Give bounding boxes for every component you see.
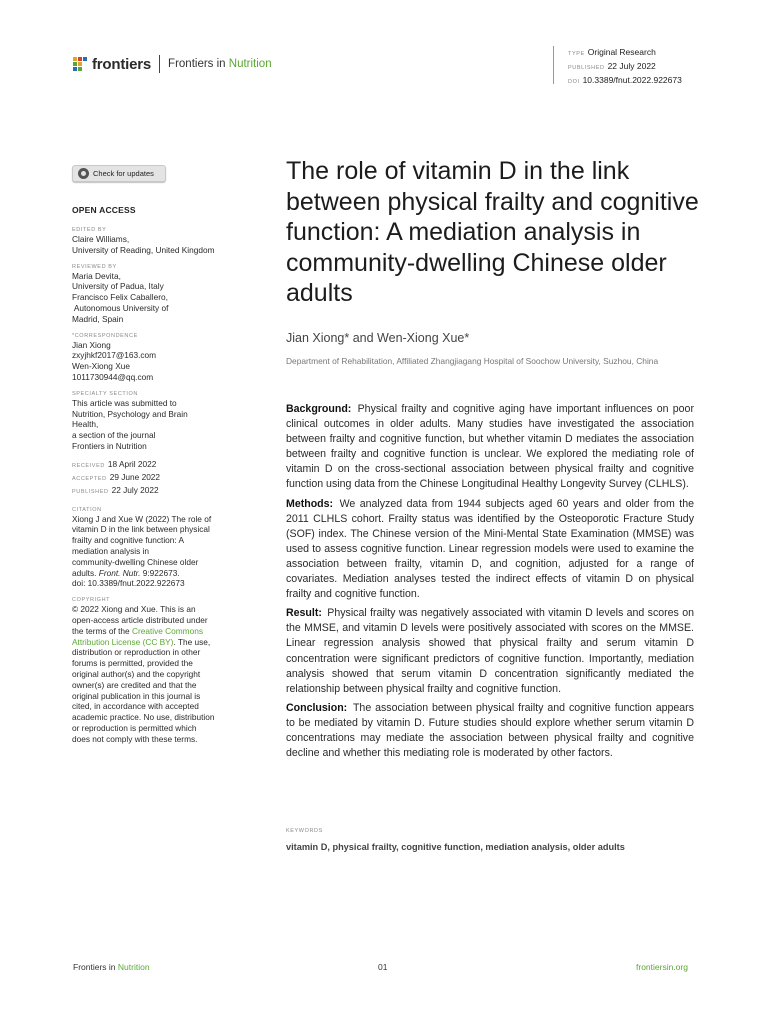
abstract-methods: Methods: We analyzed data from 1944 subjects aged 60 years and older from the 2011 CLHLS cohort. Frailty status was identified by the Osteoporotic Fracture Study (SOF) index. The Chinese version of the Mini-Mental State Examination (MMSE) was used to assess cognitive function. Linear regression models were used to examine the association between frailty, vitamin D, and cognition, adjusted for a range of covariates. Mediation analyses tested the indirect effects of vitamin D on physical frailty and cognitive function. [286,497,694,601]
article-meta [553,46,682,84]
page-number: 01 [378,962,388,972]
footer-journal: Frontiers in Nutrition [73,962,150,972]
abstract [286,402,694,765]
copyright-section: COPYRIGHT © 2022 Xiong and Xue. This is an open-access article distributed under the terms of the Creative Commons Attribution License (CC BY). The use, distribution or reproduction in other forums is permitted, provided the original author(s) and the copyright owner(s) are credited and that the original publication in this journal is cited, in accordance with accepted academic practice. No use, distribution or reproduction is permitted which does not comply with these terms. [72,597,215,744]
citation-doi[interactable]: doi: 10.3389/fnut.2022.922673 [72,578,185,589]
cc-license-link[interactable]: Attribution License (CC BY) [72,636,174,647]
received-date: RECEIVED 18 April 2022 [72,458,157,469]
author-affiliation: Department of Rehabilitation, Affiliated Zhangjiagang Hospital of Soochow University, Suzhou, China [286,356,659,366]
journal-logo[interactable] [72,54,272,74]
citation-section: CITATION Xiong J and Xue W (2022) The role of vitamin D in the link between physical frailty and cognitive function: A mediation analysis in community-dwelling Chinese older adults. Front. Nutr. 9:922673. doi: 10.3389/fnut.2022.922673 [72,506,236,590]
meta-type: TYPE Original Research [568,47,656,57]
correspondence-section: *CORRESPONDENCE Jian Xiong zxyjhkf2017@163.com Wen-Xiong Xue 1011730944@qq.com [72,332,236,383]
edited-by-section: EDITED BY Claire Williams, University of Reading, United Kingdom [72,227,215,255]
abstract-background: Background: Physical frailty and cognitive aging have important influences on poor clinical outcomes in older adults. Many studies have investigated the association between frailty and cognitive function, but whether vitamin D mediates the association between frailty and cognitive function is unclear. We explored the mediating role of vitamin D on the cross-sectional association between physical frailty and cognitive function using data from the Chinese Longitudinal Healthy Longevity Survey (CLHLS). [286,403,694,491]
article-title: The role of vitamin D in the link between physical frailty and cognitive function: A mediation analysis in community-dwelling Chinese older adults [286,157,699,307]
email-link[interactable]: 1011730944@qq.com [72,371,154,382]
email-link[interactable]: zxyjhkf2017@163.com [72,350,157,361]
specialty-section: SPECIALTY SECTION This article was submitted to Nutrition, Psychology and Brain Health, a section of the journal Frontiers in Nutrition [72,390,188,451]
check-updates-label: Check for updates [93,169,154,178]
cc-license-link[interactable]: Creative Commons [131,625,203,636]
meta-doi[interactable]: DOI 10.3389/fnut.2022.922673 [568,75,682,85]
footer-site-link[interactable]: frontiersin.org [636,962,688,972]
brand-wordmark: frontiers [92,55,152,73]
header-divider [159,55,160,73]
dates-section [72,459,236,499]
reviewed-by-section: REVIEWED BY Maria Devita, University of Padua, Italy Francisco Felix Caballero, Autonomous University of Madrid, Spain [72,263,169,324]
check-for-updates-button[interactable] [72,165,166,182]
keywords-label: KEYWORDS [286,828,323,834]
meta-published: PUBLISHED 22 July 2022 [568,61,656,71]
frontiers-logo-icon [72,56,88,72]
check-updates-icon [78,168,89,179]
published-date: PUBLISHED 22 July 2022 [72,485,159,496]
article-authors[interactable]: Jian Xiong* and Wen-Xiong Xue* [286,331,470,345]
abstract-result: Result: Physical frailty was negatively associated with vitamin D levels and scores on the MMSE, and vitamin D levels were positively associated with scores on the MMSE. Linear regression analysis showed that physical frailty and serum vitamin D concentration were significant predictors of cognitive function. Importantly, mediation analysis showed that serum vitamin D concentration significantly mediated the relationship between physical frailty and cognitive function. [286,607,694,695]
journal-name: Frontiers in Nutrition [168,58,272,70]
article-info-sidebar [72,205,236,752]
open-access-label: OPEN ACCESS [72,205,136,215]
abstract-conclusion: Conclusion: The association between physical frailty and cognitive function appears to be mediated by vitamin D. Future studies should explore whether serum vitamin D concentrations may mediate the association between physical frailty and cognitive decline and whether this mediating role is moderated by other factors. [286,701,694,760]
accepted-date: ACCEPTED 29 June 2022 [72,472,161,483]
keywords: vitamin D, physical frailty, cognitive function, mediation analysis, older adults [286,842,625,852]
